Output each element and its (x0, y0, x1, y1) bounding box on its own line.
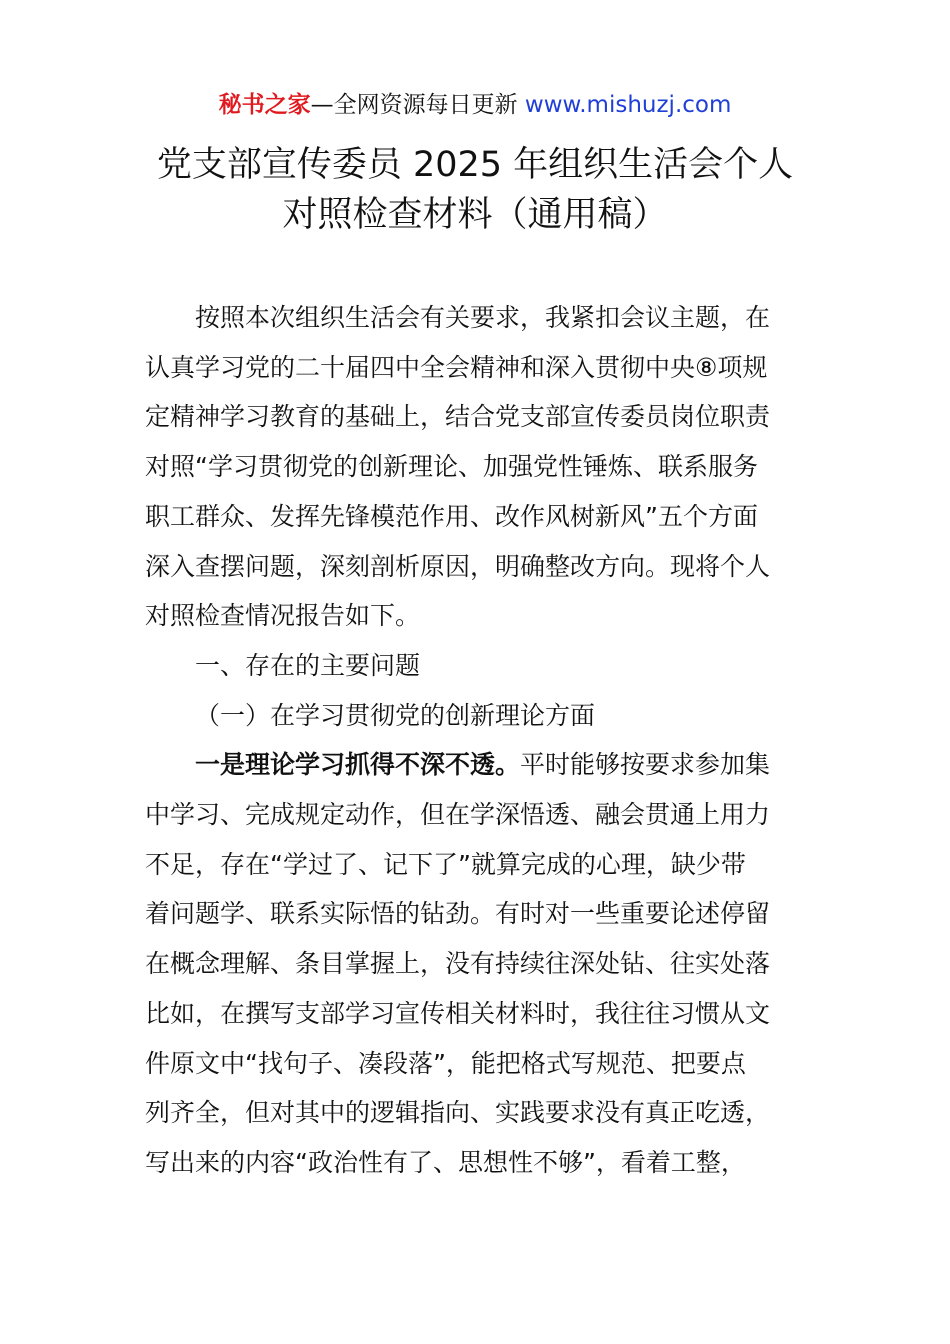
point-line: 列齐全，但对其中的逻辑指向、实践要求没有真正吃透， (145, 1098, 771, 1128)
document-title (0, 140, 950, 240)
intro-line: 认真学习党的二十届四中全会精神和深入贯彻中央⑧项规 (145, 352, 768, 382)
point-line: 不足，存在“学过了、记下了”就算完成的心理，缺少带 (145, 849, 746, 879)
title-line-2: 对照检查材料（通用稿） (282, 195, 668, 235)
section-heading: 一、存在的主要问题 (195, 650, 421, 680)
point-line: 写出来的内容“政治性有了、思想性不够”，看着工整， (145, 1147, 746, 1177)
title-line-1: 党支部宣传委员 2025 年组织生活会个人 (156, 145, 794, 185)
point-line: 着问题学、联系实际悟的钻劲。有时对一些重要论述停留 (145, 899, 771, 929)
point-line: 中学习、完成规定动作，但在学深悟透、融会贯通上用力 (145, 800, 771, 830)
point-line: 件原文中“找句子、凑段落”，能把格式写规范、把要点 (145, 1048, 746, 1078)
point-first-line-rest: 平时能够按要求参加集 (520, 750, 771, 780)
subsection-heading: （一）在学习贯彻党的创新理论方面 (195, 700, 596, 730)
point-lead: 一是理论学习抓得不深不透。 (195, 750, 521, 780)
site-header (0, 88, 950, 122)
point-first-line (145, 740, 807, 790)
intro-line: 按照本次组织生活会有关要求，我紧扣会议主题，在 (195, 303, 771, 332)
point-line: 在概念理解、条目掌握上，没有持续往深处钻、往实处落 (145, 949, 771, 979)
header-tagline: —全网资源每日更新 (310, 92, 518, 118)
intro-line: 定精神学习教育的基础上，结合党支部宣传委员岗位职责 (145, 402, 771, 432)
intro-line: 职工群众、发挥先锋模范作用、改作风树新风”五个方面 (145, 501, 758, 531)
document-body (145, 293, 807, 1188)
intro-line: 对照“学习贯彻党的创新理论、加强党性锤炼、联系服务 (145, 452, 758, 482)
intro-line: 深入查摆问题，深刻剖析原因，明确整改方向。现将个人 (145, 551, 771, 581)
point-line: 比如，在撰写支部学习宣传相关材料时，我往往习惯从文 (145, 998, 771, 1028)
site-url-link[interactable]: www.mishuzj.com (524, 92, 732, 118)
brand-name: 秘书之家 (218, 92, 311, 118)
intro-line: 对照检查情况报告如下。 (145, 601, 421, 631)
